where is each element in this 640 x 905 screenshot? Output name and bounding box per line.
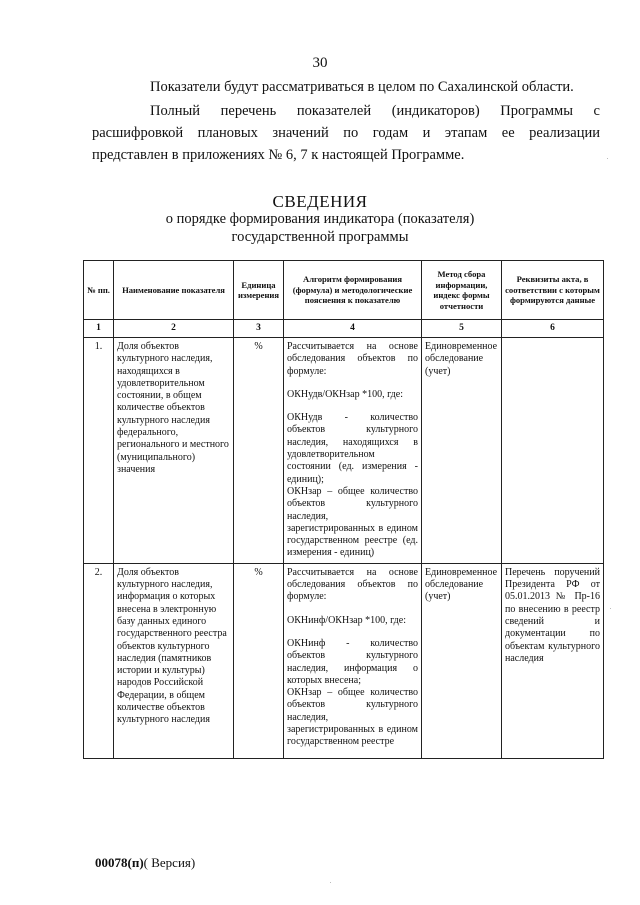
document-footer: [95, 855, 195, 871]
column-number-row: [84, 320, 604, 338]
algorithm-formula: ОКНудв/ОКНзар *100, где:: [287, 388, 403, 400]
indicator-algorithm: [284, 563, 422, 758]
collection-method: Единовременное обследование (учет): [422, 338, 502, 564]
indicator-unit: %: [234, 338, 284, 564]
paragraph-regions: Показатели будут рассматриваться в целом по Сахалинской области.: [150, 79, 574, 95]
section-subtitle: о порядке формирования индикатора (показателя): [165, 211, 475, 227]
section-subtitle: государственной программы: [231, 229, 409, 245]
column-header-number: № пп.: [84, 261, 114, 320]
algorithm-intro: Рассчитывается на основе обследования объектов по формуле:: [287, 566, 418, 603]
document-version: ( Версия): [143, 855, 196, 870]
paragraph-line: представлен в приложениях № 6, 7 к настоящей Программе.: [92, 147, 465, 163]
column-header-unit: Единица измерения: [234, 261, 284, 320]
table-header-row: [84, 261, 604, 320]
column-number: 5: [422, 320, 502, 338]
scan-speck: [610, 608, 611, 609]
document-code: 00078(п): [95, 855, 144, 870]
algorithm-formula: ОКНинф/ОКНзар *100, где:: [287, 614, 406, 626]
indicator-unit: %: [234, 563, 284, 758]
column-header-algorithm: Алгоритм формирования (формула) и методологические пояснения к показателю: [284, 261, 422, 320]
section-title: СВЕДЕНИЯ: [272, 192, 368, 211]
paragraph-line: Полный перечень показателей (индикаторов) Программы с: [150, 103, 600, 119]
column-header-requisites: Реквизиты акта, в соответствии с которым формируются данные: [502, 261, 604, 320]
page-number: 30: [312, 55, 328, 71]
collection-method: Единовременное обследование (учет): [422, 563, 502, 758]
indicator-name: Доля объектов культурного наследия, информация о которых внесена в электронную базу данных единого государственного реестра объектов культурного наследия (памятников истории и культуры) народов Российской Федерации, в общем количестве объектов культурного наследия: [114, 563, 234, 758]
indicator-name: Доля объектов культурного наследия, находящихся в удовлетворительном состоянии, в общем количестве объектов культурного наследия федерального, регионального и местного (муниципального) значения: [114, 338, 234, 564]
algorithm-intro: Рассчитывается на основе обследования объектов по формуле:: [287, 341, 418, 377]
algorithm-definition: ОКНудв - количество объектов культурного наследия, находящихся в удовлетворительном состоянии (ед. измерения - единиц);: [287, 412, 418, 485]
act-requisites: Перечень поручений Президента РФ от 05.01.2013 № Пр-16 по внесению в реестр сведений и документации по объектам культурного наследия: [502, 563, 604, 758]
column-number: 6: [502, 320, 604, 338]
indicator-algorithm: [284, 338, 422, 564]
algorithm-definition: ОКНинф - количество объектов культурного наследия, информация о которых внесена;: [287, 637, 418, 686]
column-header-name: Наименование показателя: [114, 261, 234, 320]
column-number: 2: [114, 320, 234, 338]
column-number: 1: [84, 320, 114, 338]
algorithm-definition: ОКНзар – общее количество объектов культурного наследия, зарегистрированных в едином государственном реестре (ед. измерения - единиц): [287, 485, 418, 559]
table-row: [84, 563, 604, 758]
column-number: 3: [234, 320, 284, 338]
table-row: [84, 338, 604, 564]
column-header-method: Метод сбора информации, индекс формы отчетности: [422, 261, 502, 320]
paragraph-line: расшифровкой плановых значений по годам и этапам ее реализации: [92, 125, 600, 141]
algorithm-definition: ОКНзар – общее количество объектов культурного наследия, зарегистрированных в едином государственном реестре: [287, 687, 418, 748]
act-requisites: [502, 338, 604, 564]
row-number: 2.: [84, 563, 114, 758]
column-number: 4: [284, 320, 422, 338]
row-number: 1.: [84, 338, 114, 564]
paragraph-indicators-list: [92, 100, 600, 166]
indicator-table: [83, 260, 604, 759]
scan-speck: [607, 158, 608, 159]
scan-speck: [330, 882, 331, 883]
